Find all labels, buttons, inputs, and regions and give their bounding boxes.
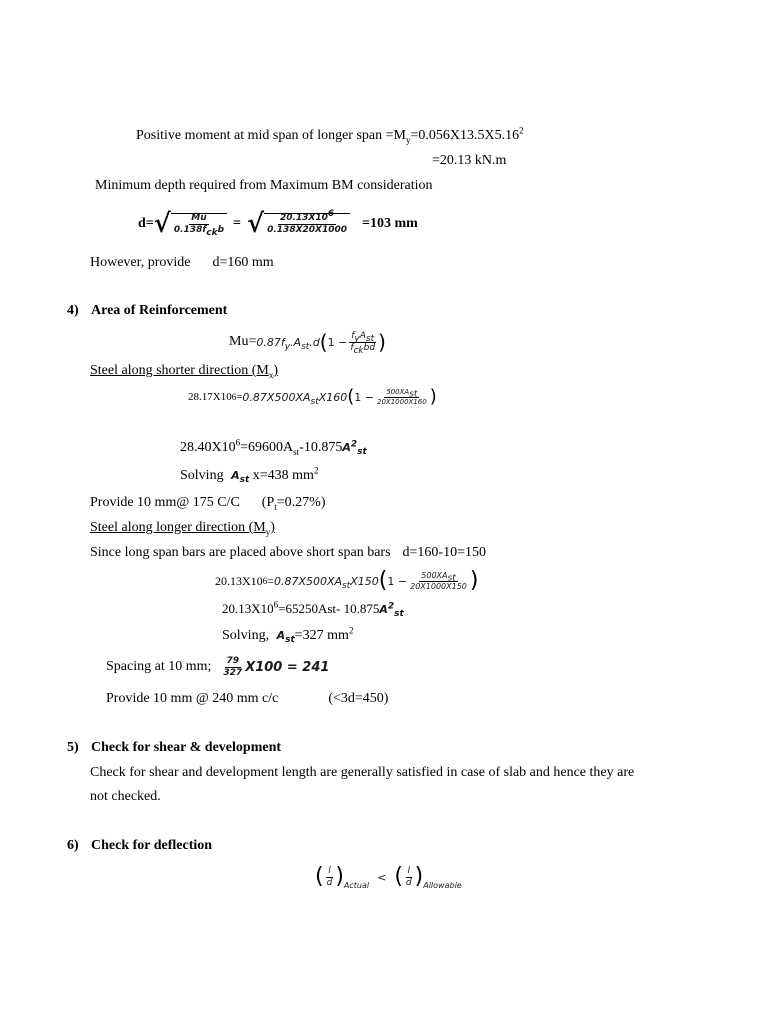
one: 1 −: [387, 574, 408, 588]
b-sub: st: [301, 341, 310, 352]
num: l: [328, 865, 331, 876]
eq: =: [236, 390, 243, 403]
den: 20X1000X150: [410, 581, 467, 591]
mu-formula: [229, 330, 386, 354]
den-tail: bd: [363, 342, 376, 353]
lparen: (: [347, 386, 355, 407]
rparen-1: ): [335, 864, 344, 889]
steel-long-heading: [90, 521, 275, 535]
c: X160: [318, 390, 348, 404]
d: d=160-10=150: [402, 545, 486, 560]
pt: (P: [261, 495, 275, 510]
num: 79: [226, 655, 240, 666]
allowable-sub: Allowable: [423, 881, 462, 890]
num-b-sub: st: [365, 333, 375, 344]
one: 1 −: [327, 335, 348, 349]
lhs: 28.17X10: [188, 390, 232, 403]
sup: 2: [313, 465, 319, 476]
a-sub: st: [285, 635, 295, 646]
rest-sub: st: [293, 446, 300, 457]
a: A: [379, 603, 388, 616]
lhs-sup: 6: [235, 437, 241, 448]
text: Spacing at 10 mm;: [106, 659, 212, 674]
a: A: [342, 441, 351, 454]
limit: (<3d=450): [328, 691, 389, 706]
eq: =: [267, 574, 274, 588]
num: Mu: [191, 213, 207, 223]
text: =0.056X13.5X5.16: [410, 128, 520, 143]
lhs-sup: 6: [273, 599, 279, 610]
section-title: Area of Reinforcement: [91, 303, 228, 318]
a-sub: st: [239, 475, 250, 486]
num-sup: 6: [327, 209, 335, 219]
positive-moment-line: [136, 125, 524, 145]
section-4-heading: [67, 304, 227, 318]
text: However, provide: [90, 255, 191, 270]
c: .d: [309, 335, 320, 349]
num-sub: st: [447, 573, 456, 584]
rest: X100 = 241: [245, 659, 330, 675]
text: Positive moment at mid span of longer span =M: [136, 128, 406, 143]
lhs: Mu=: [229, 334, 257, 349]
text: Solving,: [222, 628, 270, 643]
close: ): [273, 363, 279, 378]
provide-1: [90, 496, 326, 510]
section-title: Check for shear & development: [91, 740, 282, 755]
num-2: l: [407, 865, 411, 876]
num: 500X: [386, 387, 405, 396]
sup: 2: [348, 625, 354, 636]
num-sub: y: [354, 333, 360, 344]
equation-3: 20.13X10 6 = $0.87X500XA_{st}X150$ ( 1 − $\frac{500XA_{st}}{20X1000X150}$ ): [215, 568, 479, 593]
den-tail: b: [217, 225, 225, 235]
c: X150: [350, 574, 379, 588]
lparen-1: (: [315, 864, 324, 889]
provide-depth-line: [90, 256, 274, 270]
den: 0.138X20X1000: [267, 225, 348, 235]
section-number: 6): [67, 838, 79, 853]
den-sub: ck: [353, 345, 364, 356]
rest: =69600A: [240, 440, 294, 455]
depth-formula: [138, 204, 418, 244]
num: 20.13X10: [279, 213, 328, 223]
a-sup: 2: [387, 601, 395, 612]
sqrt-sign: √: [153, 209, 171, 239]
sup: 2: [519, 125, 524, 136]
shear-text-1: Check for shear and development length are generally satisfied in case of slab and hence they are: [90, 765, 635, 780]
a: 0.87f: [256, 335, 285, 349]
section-number: 5): [67, 740, 79, 755]
lhs: d=: [138, 216, 154, 231]
a: A: [276, 629, 286, 642]
section-6-heading: [67, 839, 212, 853]
rest: =65250Ast- 10.875: [278, 601, 380, 616]
section-title: Check for deflection: [91, 838, 213, 853]
eq: =: [233, 216, 242, 231]
b: .A: [290, 335, 302, 349]
a-sub: st: [394, 609, 404, 620]
b: A: [302, 390, 311, 404]
text: Steel along longer direction (M: [90, 520, 266, 535]
den: f: [350, 342, 354, 353]
min-depth-line: Minimum depth required from Maximum BM consideration: [95, 178, 433, 193]
spacing-line: [106, 654, 329, 680]
tail: -10.875: [299, 440, 343, 455]
a: A: [231, 469, 240, 482]
den: 20X1000X160: [377, 397, 427, 406]
rparen: ): [429, 386, 437, 407]
rest: =327 mm: [294, 628, 349, 643]
value: d=160 mm: [212, 255, 274, 270]
sqrt-body-2: [264, 209, 350, 235]
text: Steel along shorter direction (M: [90, 363, 269, 378]
lparen: (: [319, 330, 328, 354]
moment-result: =20.13 kN.m: [432, 153, 507, 168]
den: 0.138f: [173, 225, 207, 235]
solving-1: [180, 465, 319, 486]
text: Provide 10 mm @ 240 mm c/c: [106, 691, 279, 706]
one: 1 −: [354, 390, 375, 404]
a-sub: y: [284, 341, 291, 352]
lparen-2: (: [394, 864, 403, 889]
rparen: ): [469, 568, 479, 593]
lhs: 20.13X10: [222, 601, 274, 616]
rest: x=438 mm: [252, 468, 314, 483]
pt-sub: t: [274, 501, 277, 512]
den-2: d: [405, 877, 412, 888]
sqrt-sign-2: √: [247, 209, 265, 239]
a-sub: st: [357, 447, 367, 458]
sub: x: [268, 369, 274, 380]
rparen: ): [378, 330, 386, 354]
steel-short-heading: [90, 364, 278, 378]
text: Provide 10 mm@ 175 C/C: [90, 495, 240, 510]
a: 0.87X500XA: [273, 574, 343, 588]
rparen-2: ): [414, 864, 424, 889]
num: f: [351, 330, 355, 341]
deflection-formula: [315, 862, 462, 892]
a-sup: 2: [350, 439, 358, 450]
equation-1: 28.17X10 6 = $0.87X500XA_{st}X160$ ( 1 − $\frac{500XA_{st}}{20X1000X160}$ ): [188, 386, 437, 407]
section-5-heading: [67, 741, 281, 755]
den: d: [326, 877, 333, 888]
section-number: 4): [67, 303, 79, 318]
provide-2: [106, 692, 388, 706]
lt: <: [377, 870, 387, 884]
text: Since long span bars are placed above short span bars: [90, 545, 391, 560]
close: ): [270, 520, 275, 535]
equation-2: [180, 437, 367, 458]
num: 500XA: [421, 570, 448, 580]
pt-rest: =0.27%): [276, 495, 326, 510]
den-sub: ck: [206, 227, 218, 238]
sqrt-body-1: [171, 213, 227, 238]
sub: y: [265, 526, 271, 537]
sub: y: [405, 134, 411, 145]
den: 327: [223, 667, 243, 678]
num-b: A: [359, 330, 366, 341]
actual-sub: Actual: [343, 881, 370, 890]
lhs: 20.13X10: [215, 574, 263, 588]
text: Solving: [180, 468, 224, 483]
equation-4: [222, 599, 404, 620]
depth-result: =103 mm: [362, 216, 418, 231]
num-b: A: [404, 387, 410, 396]
a-sub: st: [342, 580, 351, 591]
lparen: (: [378, 568, 388, 593]
shear-text-2: not checked.: [90, 789, 161, 804]
b-sub: st: [310, 396, 319, 407]
long-span-line: [90, 546, 486, 560]
lhs: 28.40X10: [180, 440, 236, 455]
a: 0.87X500X: [242, 390, 303, 404]
num-b-sub: st: [409, 388, 418, 399]
solving-2: [222, 625, 354, 646]
